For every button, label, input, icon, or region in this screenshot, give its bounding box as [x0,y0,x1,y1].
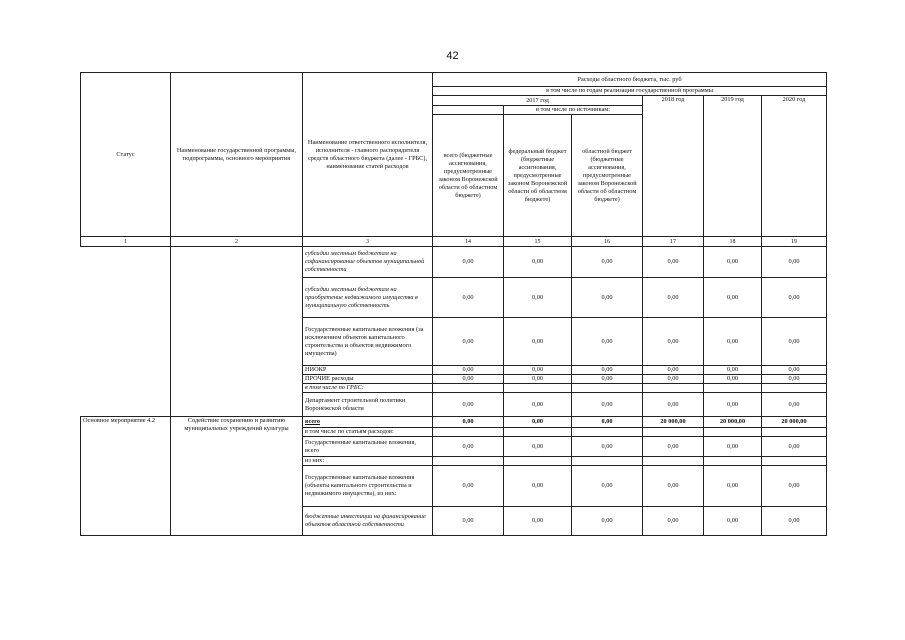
empty-cell [572,457,643,466]
value-cell: 0,00 [704,375,762,384]
budget-table [80,72,827,536]
empty-cell [643,384,704,393]
value-cell: 0,00 [504,437,572,457]
column-number: 15 [504,237,572,247]
column-number: 18 [704,237,762,247]
value-cell: 0,00 [572,278,643,318]
column-number: 14 [433,237,504,247]
header-sources-blank [433,106,504,115]
value-cell: 0,00 [433,417,504,428]
value-cell: 20 000,00 [762,417,827,428]
header-col-federal: федеральный бюджет (бюджетные ассигнования, предусмотренные законом Воронежской области об областном бюджете) [504,115,572,237]
value-cell: 0,00 [572,247,643,278]
value-cell: 0,00 [704,466,762,507]
value-cell: 0,00 [504,466,572,507]
value-cell: 0,00 [572,375,643,384]
row-label: Государственные капитальные вложения (объекты капитального строительства и недвижимого имущества), из них: [303,466,433,507]
value-cell: 0,00 [504,507,572,536]
row-label: бюджетные инвестиции на финансирование объектов областной собственности [303,507,433,536]
value-cell: 0,00 [643,466,704,507]
empty-cell [572,384,643,393]
value-cell: 0,00 [572,366,643,375]
header-by-years: в том числе по годам реализации государственной программы [433,87,827,96]
value-cell: 0,00 [762,393,827,417]
empty-cell [704,457,762,466]
header-year-2020: 2020 год [762,96,827,237]
value-cell: 0,00 [762,375,827,384]
column-number: 2 [171,237,303,247]
value-cell: 0,00 [704,437,762,457]
value-cell: 0,00 [643,366,704,375]
row-label: в том числе по ГРБС: [303,384,433,393]
empty-cell [762,384,827,393]
value-cell: 0,00 [704,366,762,375]
value-cell: 0,00 [572,507,643,536]
column-number: 1 [81,237,171,247]
header-row-1 [81,73,827,87]
column-number: 17 [643,237,704,247]
value-cell: 0,00 [762,318,827,366]
value-cell: 0,00 [572,417,643,428]
row-label: Государственные капитальные вложения (за исключением объектов капитального строительства и объектов недвижимого имущества) [303,318,433,366]
empty-cell [704,428,762,437]
row-label: ПРОЧИЕ расходы [303,375,433,384]
value-cell: 0,00 [643,375,704,384]
value-cell: 0,00 [433,375,504,384]
value-cell: 20 000,00 [643,417,704,428]
name-cell-empty [171,247,303,417]
header-year-2018: 2018 год [643,96,704,237]
empty-cell [704,384,762,393]
empty-cell [643,428,704,437]
value-cell: 0,00 [762,247,827,278]
row-label: субсидии местным бюджетам на софинансирование объектов муниципальной собственности [303,247,433,278]
value-cell: 0,00 [704,318,762,366]
row-label: в том числе по статьям расходов: [303,428,433,437]
value-cell: 0,00 [762,507,827,536]
header-col-total: всего (бюджетные ассигнования, предусмотренные законом Воронежской области об областном бюджете) [433,115,504,237]
column-numbers-row [81,237,827,247]
value-cell: 0,00 [643,247,704,278]
header-year-2019: 2019 год [704,96,762,237]
value-cell: 0,00 [504,366,572,375]
header-program-name: Наименование государственной программы, подпрограммы, основного мероприятия [171,73,303,237]
column-number: 19 [762,237,827,247]
value-cell: 0,00 [504,375,572,384]
value-cell: 0,00 [433,247,504,278]
value-cell: 0,00 [433,393,504,417]
value-cell: 0,00 [572,393,643,417]
header-executor: Наименование ответственного исполнителя, исполнителя - главного распорядителя средств областного бюджета (далее - ГРБС), наименование статей расходов [303,73,433,237]
value-cell: 0,00 [643,437,704,457]
row-label: субсидии местным бюджетам на приобретение недвижимого имущества в муниципальную собственность [303,278,433,318]
value-cell: 20 000,00 [704,417,762,428]
header-col-regional: областной бюджет (бюджетные ассигнования, предусмотренные законом Воронежской области об областном бюджете) [572,115,643,237]
header-year-2017: 2017 год [433,96,643,106]
value-cell: 0,00 [643,318,704,366]
value-cell: 0,00 [572,318,643,366]
row-label: Государственные капитальные вложения, всего [303,437,433,457]
value-cell: 0,00 [504,278,572,318]
empty-cell [433,384,504,393]
row-label: из них: [303,457,433,466]
table-row [81,247,827,278]
row-label: Департамент строительной политики Воронежской области [303,393,433,417]
value-cell: 0,00 [433,507,504,536]
value-cell: 0,00 [762,366,827,375]
value-cell: 0,00 [704,507,762,536]
empty-cell [643,457,704,466]
value-cell: 0,00 [433,437,504,457]
value-cell: 0,00 [762,278,827,318]
column-number: 3 [303,237,433,247]
value-cell: 0,00 [433,318,504,366]
value-cell: 0,00 [762,437,827,457]
value-cell: 0,00 [643,393,704,417]
header-by-sources: в том числе по источникам: [504,106,643,115]
empty-cell [504,457,572,466]
row-label: всего [303,417,433,428]
empty-cell [433,428,504,437]
header-expenses: Расходы областного бюджета, тыс. руб [433,73,827,87]
empty-cell [762,428,827,437]
row-label: НИОКР [303,366,433,375]
value-cell: 0,00 [504,318,572,366]
value-cell: 0,00 [572,437,643,457]
empty-cell [572,428,643,437]
value-cell: 0,00 [643,507,704,536]
empty-cell [504,428,572,437]
table-row [81,417,827,428]
header-status: Статус [81,73,171,237]
value-cell: 0,00 [704,393,762,417]
value-cell: 0,00 [704,278,762,318]
value-cell: 0,00 [704,247,762,278]
value-cell: 0,00 [433,366,504,375]
value-cell: 0,00 [643,278,704,318]
value-cell: 0,00 [504,247,572,278]
column-number: 16 [572,237,643,247]
value-cell: 0,00 [433,278,504,318]
status-cell-empty [81,247,171,417]
event-name: Содействие сохранению и развитию муниципальных учреждений культуры [171,417,303,536]
value-cell: 0,00 [433,466,504,507]
event-status: Основное мероприятие 4.2 [81,417,171,536]
value-cell: 0,00 [504,417,572,428]
value-cell: 0,00 [762,466,827,507]
value-cell: 0,00 [504,393,572,417]
page-number: 42 [446,50,459,62]
empty-cell [433,457,504,466]
empty-cell [504,384,572,393]
value-cell: 0,00 [572,466,643,507]
empty-cell [762,457,827,466]
